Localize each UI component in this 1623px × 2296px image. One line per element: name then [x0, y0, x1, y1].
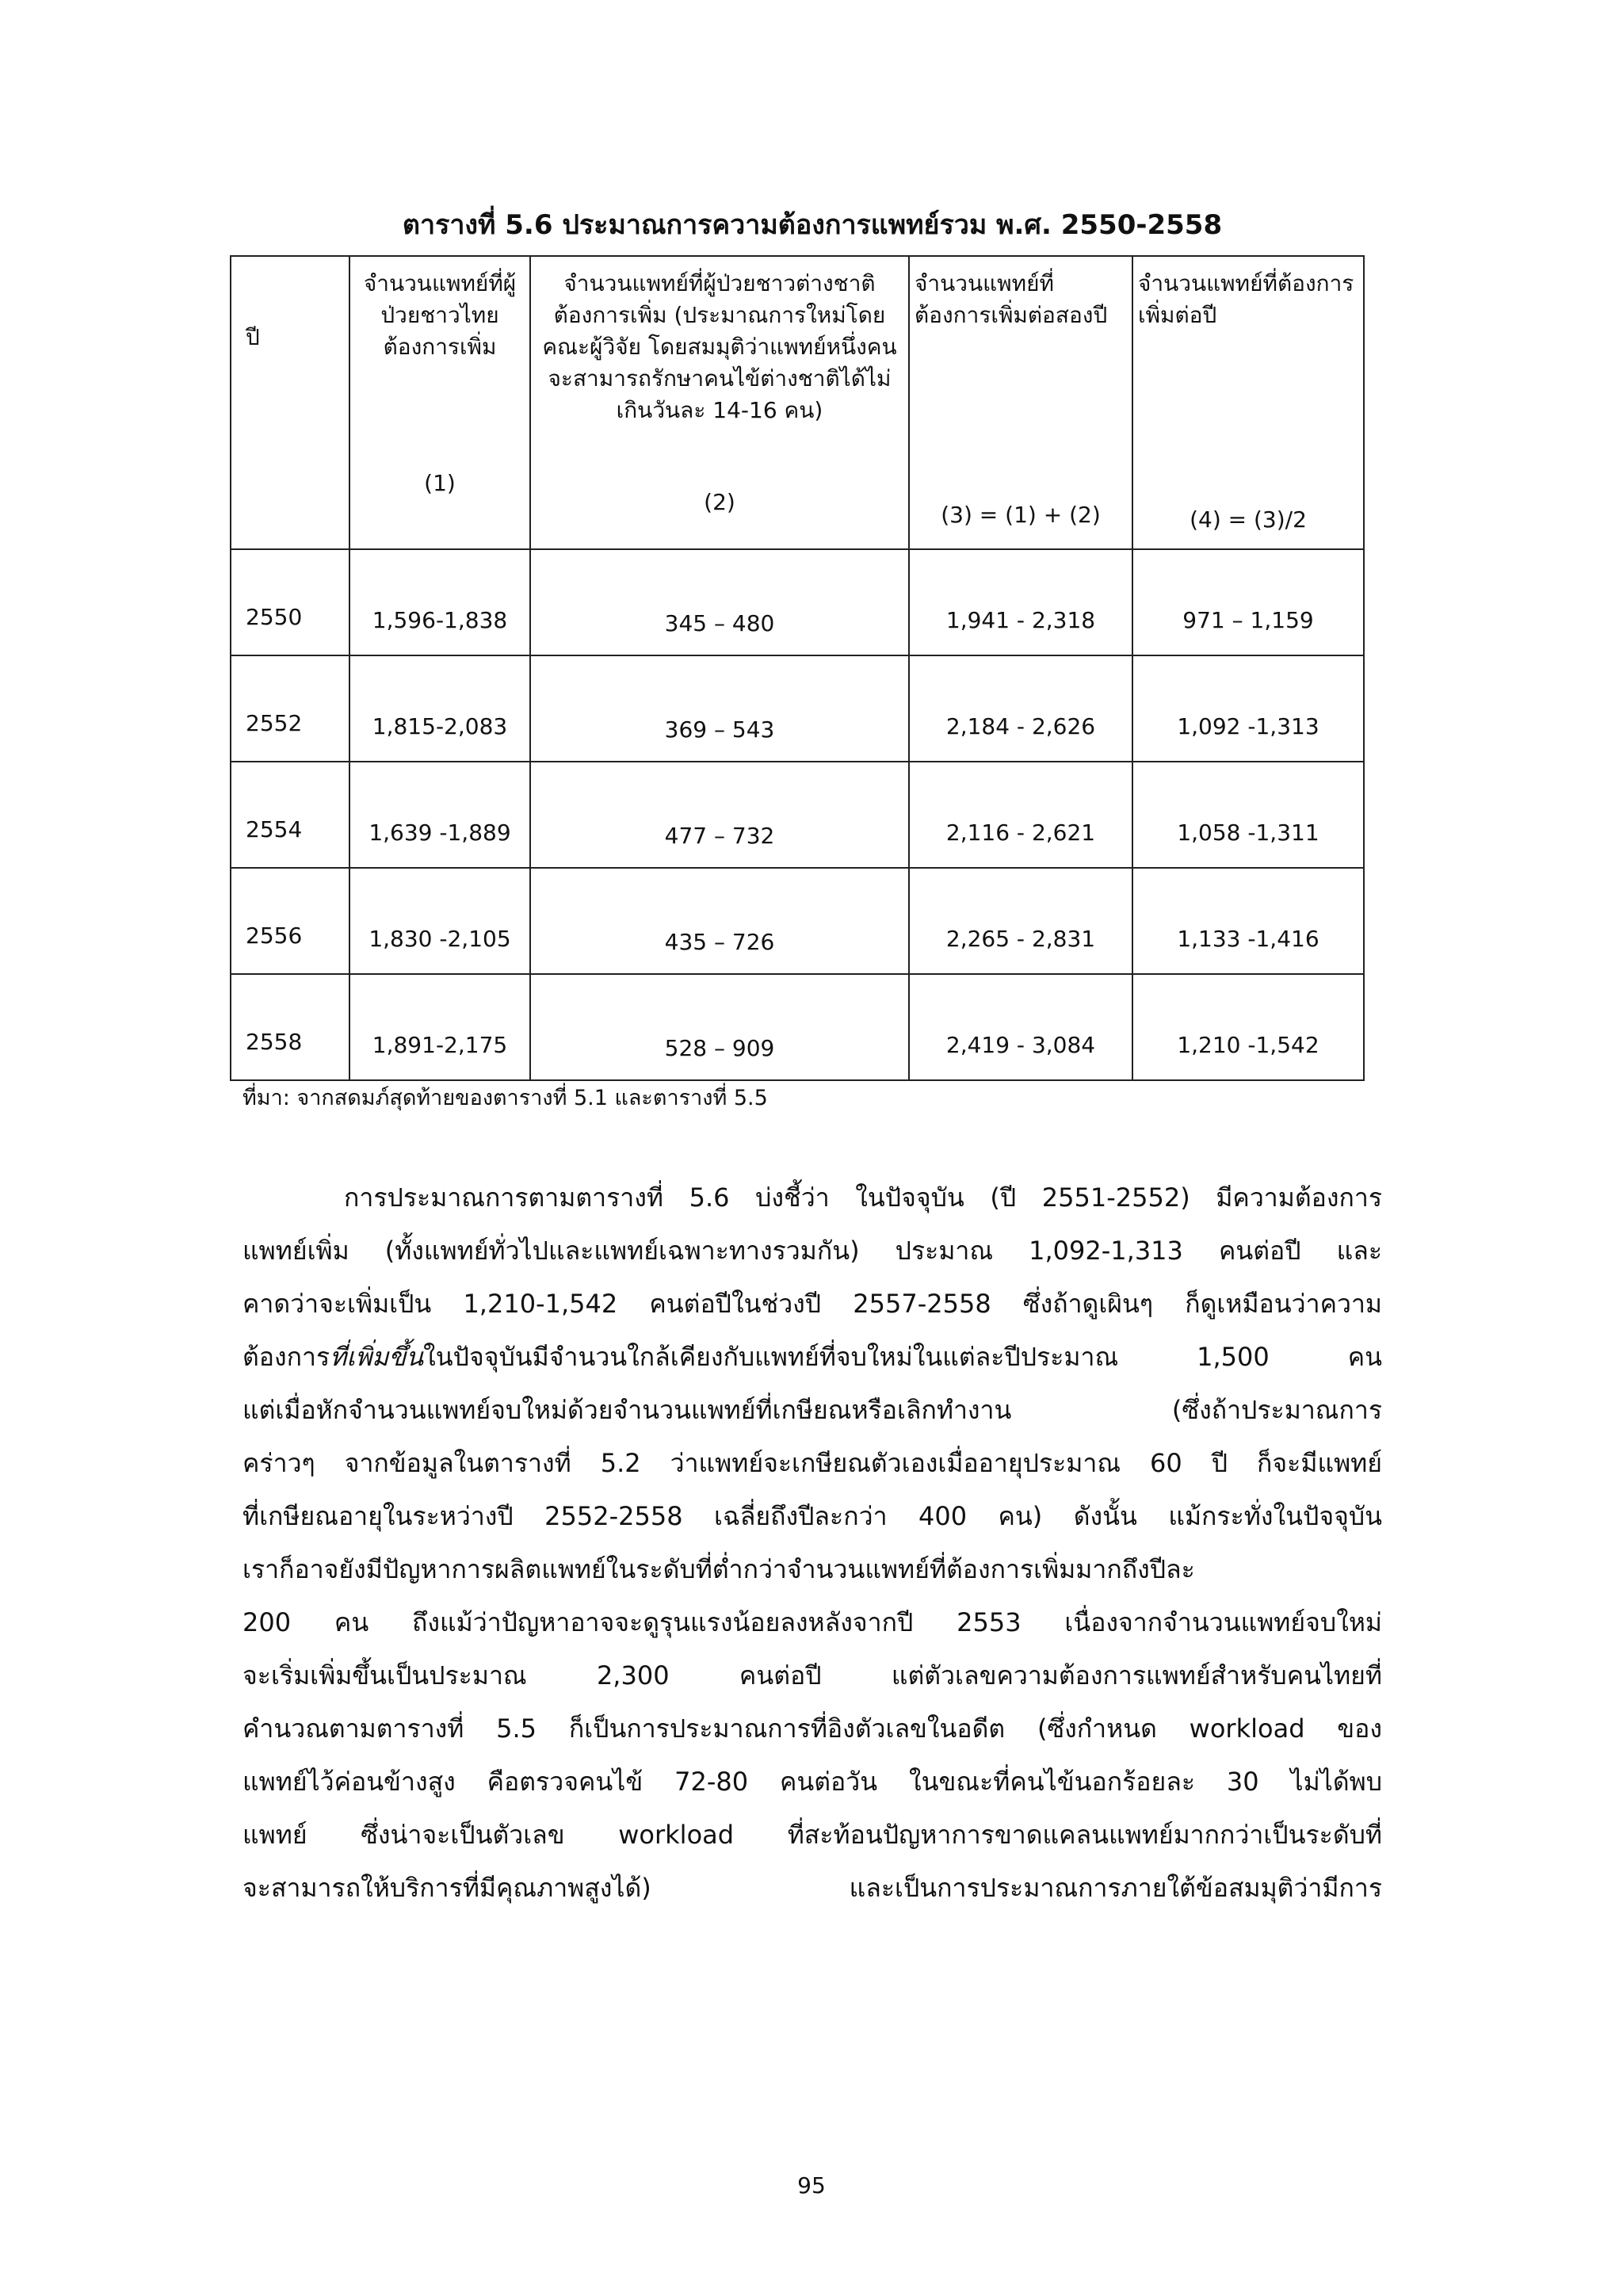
- table-source-note: ที่มา: จากสดมภ์สุดท้ายของตารางที่ 5.1 และตารางที่ 5.5: [242, 1086, 768, 1110]
- cell-two-year: 1,941 - 2,318: [945, 607, 1096, 633]
- table-header-row: [231, 256, 1364, 549]
- cell-per-year: 1,210 -1,542: [1177, 1032, 1319, 1058]
- cell-foreign: 528 – 909: [664, 1035, 775, 1061]
- cell-thai: 1,891-2,175: [372, 1032, 508, 1058]
- paragraph-line: การประมาณการตามตารางที่ 5.6 บ่งชี้ว่า ในปัจจุบัน (ปี 2551-2552) มีความต้องการ: [344, 1182, 1382, 1213]
- header-thai-patients-num: (1): [424, 470, 456, 496]
- paragraph-line: คร่าวๆ จากข้อมูลในตารางที่ 5.2 ว่าแพทย์จะเกษียณตัวเองเมื่ออายุประมาณ 60 ปี ก็จะมีแพทย์: [242, 1448, 1382, 1478]
- cell-foreign: 477 – 732: [664, 823, 775, 849]
- header-year: [231, 256, 349, 549]
- cell-thai: 1,596-1,838: [372, 607, 508, 633]
- page-number: 95: [797, 2172, 826, 2199]
- table-row: [231, 974, 1364, 1080]
- paragraph-line: ที่เกษียณอายุในระหว่างปี 2552-2558 เฉลี่ยถึงปีละกว่า 400 คน) ดังนั้น แม้กระทั่งในปัจจุบัน: [242, 1501, 1382, 1531]
- paragraph-line: แพทย์ ซึ่งน่าจะเป็นตัวเลข workload ที่สะท้อนปัญหาการขาดแคลนแพทย์มากกว่าเป็นระดับที่: [242, 1820, 1382, 1850]
- table-row: [231, 655, 1364, 762]
- header-foreign-patients: [530, 256, 909, 549]
- table-title: ตารางที่ 5.6 ประมาณการความต้องการแพทย์รวม พ.ศ. 2550-2558: [402, 209, 1223, 241]
- header-foreign-patients-label: จำนวนแพทย์ที่ผู้ป่วยชาวต่างชาติต้องการเพิ่ม (ประมาณการใหม่โดยคณะผู้วิจัย โดยสมมุติว่าแพทย์หนึ่งคนจะสามารถรักษาคนไข้ต่างชาติได้ไม่เกินวันละ 14-16 คน): [542, 270, 897, 423]
- header-year-label: ปี: [246, 324, 260, 350]
- header-per-year-num: (4) = (3)/2: [1190, 506, 1307, 533]
- cell-per-year: 1,092 -1,313: [1177, 713, 1319, 739]
- cell-per-year: 971 – 1,159: [1182, 607, 1314, 633]
- cell-foreign: 435 – 726: [664, 929, 775, 955]
- cell-foreign: 345 – 480: [664, 610, 775, 636]
- cell-two-year: 2,265 - 2,831: [945, 926, 1096, 952]
- cell-year: 2552: [246, 710, 303, 736]
- cell-two-year: 2,116 - 2,621: [945, 819, 1096, 846]
- paragraph-line: คาดว่าจะเพิ่มเป็น 1,210-1,542 คนต่อปีในช่วงปี 2557-2558 ซึ่งถ้าดูเผินๆ ก็ดูเหมือนว่าความ: [242, 1289, 1382, 1319]
- cell-year: 2558: [246, 1029, 303, 1055]
- paragraph-line: คำนวณตามตารางที่ 5.5 ก็เป็นการประมาณการที่อิงตัวเลขในอดีต (ซึ่งกำหนด workload ของ: [242, 1713, 1382, 1744]
- cell-thai: 1,639 -1,889: [369, 819, 511, 846]
- header-thai-patients: [349, 256, 530, 549]
- cell-year: 2550: [246, 604, 303, 630]
- cell-per-year: 1,058 -1,311: [1177, 819, 1319, 846]
- header-thai-patients-label: จำนวนแพทย์ที่ผู้ป่วยชาวไทยต้องการเพิ่ม: [363, 270, 517, 360]
- table-row: [231, 868, 1364, 974]
- cell-year: 2554: [246, 816, 303, 842]
- header-per-two-years-label: จำนวนแพทย์ที่ต้องการเพิ่มต่อสองปี: [915, 270, 1108, 328]
- cell-two-year: 2,184 - 2,626: [945, 713, 1096, 739]
- paragraph-line: แต่เมื่อหักจำนวนแพทย์จบใหม่ด้วยจำนวนแพทย์ที่เกษียณหรือเลิกทำงาน (ซึ่งถ้าประมาณการ: [242, 1395, 1382, 1425]
- cell-two-year: 2,419 - 3,084: [945, 1032, 1096, 1058]
- cell-foreign: 369 – 543: [664, 716, 775, 743]
- body-paragraph: [242, 1171, 1382, 1915]
- paragraph-line: จะสามารถให้บริการที่มีคุณภาพสูงได้) และเป็นการประมาณการภายใต้ข้อสมมุติว่ามีการ: [242, 1873, 1382, 1903]
- cell-per-year: 1,133 -1,416: [1177, 926, 1319, 952]
- header-per-year: [1132, 256, 1364, 549]
- cell-thai: 1,830 -2,105: [369, 926, 511, 952]
- paragraph-line: เราก็อาจยังมีปัญหาการผลิตแพทย์ในระดับที่ต่ำกว่าจำนวนแพทย์ที่ต้องการเพิ่มมากถึงปีละ: [242, 1554, 1195, 1584]
- emphasized-text: ที่เพิ่มขึ้น: [330, 1342, 424, 1372]
- header-foreign-patients-num: (2): [704, 489, 735, 515]
- physician-demand-table: [230, 255, 1365, 1081]
- header-per-year-label: จำนวนแพทย์ที่ต้องการเพิ่มต่อปี: [1138, 270, 1354, 328]
- paragraph-line: แพทย์ไว้ค่อนข้างสูง คือตรวจคนไข้ 72-80 คนต่อวัน ในขณะที่คนไข้นอกร้อยละ 30 ไม่ได้พบ: [242, 1767, 1382, 1797]
- paragraph-line: จะเริ่มเพิ่มขึ้นเป็นประมาณ 2,300 คนต่อปี แต่ตัวเลขความต้องการแพทย์สำหรับคนไทยที่: [242, 1660, 1382, 1690]
- header-per-two-years-num: (3) = (1) + (2): [941, 502, 1101, 528]
- cell-thai: 1,815-2,083: [372, 713, 508, 739]
- table-row: [231, 549, 1364, 655]
- cell-year: 2556: [246, 923, 303, 949]
- line-text: ต้องการ: [242, 1342, 330, 1372]
- paragraph-line-with-emphasis: [242, 1331, 1382, 1384]
- paragraph-line: แพทย์เพิ่ม (ทั้งแพทย์ทั่วไปและแพทย์เฉพาะทางรวมกัน) ประมาณ 1,092-1,313 คนต่อปี และ: [242, 1236, 1382, 1266]
- header-per-two-years: [909, 256, 1132, 549]
- table-row: [231, 762, 1364, 868]
- paragraph-line: 200 คน ถึงแม้ว่าปัญหาอาจจะดูรุนแรงน้อยลงหลังจากปี 2553 เนื่องจากจำนวนแพทย์จบใหม่: [242, 1607, 1382, 1637]
- line-text: ในปัจจุบันมีจำนวนใกล้เคียงกับแพทย์ที่จบใหม่ในแต่ละปีประมาณ 1,500 คน: [423, 1342, 1382, 1372]
